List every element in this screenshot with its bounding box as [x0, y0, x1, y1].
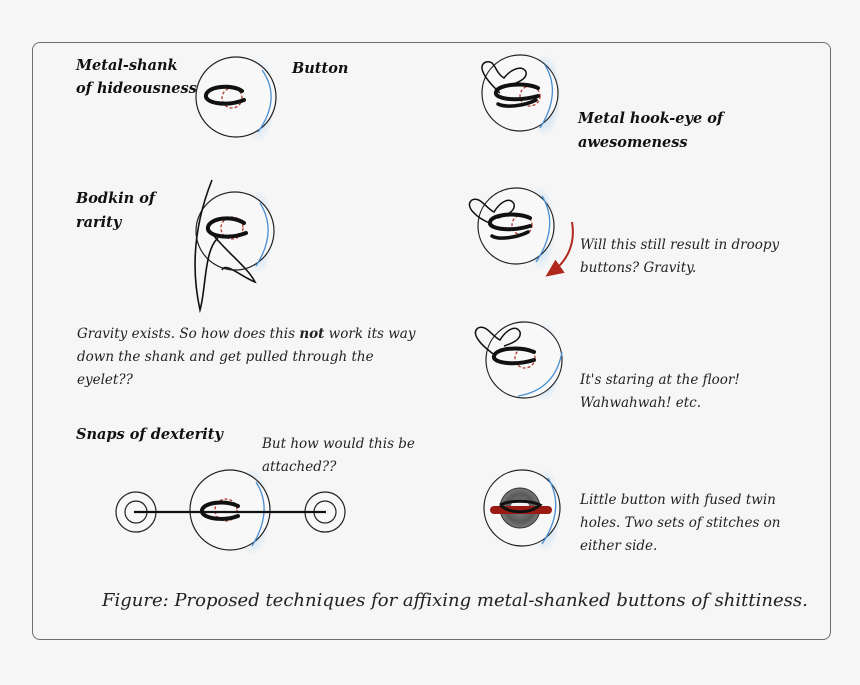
note-twin-line2: holes. Two sets of stitches on [580, 515, 781, 531]
note-twin-line1: Little button with fused twin [580, 492, 776, 508]
note-droopy-line2: buttons? Gravity. [580, 260, 697, 276]
note-gravity-bold: not [299, 326, 325, 342]
note-gravity-pre: Gravity exists. So how does this [77, 326, 300, 342]
button-droopy [469, 186, 572, 272]
label-bodkin-line1: Bodkin of [76, 190, 156, 207]
button-snaps [116, 468, 345, 556]
button-bodkin [195, 180, 274, 310]
label-hook-eye-line2: awesomeness [578, 134, 688, 151]
button-fused-twin [484, 468, 561, 552]
note-floor-line1: It's staring at the floor! [580, 372, 740, 388]
label-bodkin-line2: rarity [76, 214, 122, 231]
note-gravity-line2: down the shank and get pulled through the [77, 349, 374, 365]
note-gravity-post: work its way [324, 326, 416, 342]
label-snaps: Snaps of dexterity [76, 426, 223, 443]
note-twin-line3: either side. [580, 538, 658, 554]
note-floor-line2: Wahwahwah! etc. [580, 395, 702, 411]
button-metal-shank [196, 57, 276, 142]
button-hook-eye [482, 53, 561, 137]
label-button: Button [292, 60, 349, 77]
button-floor [475, 322, 562, 402]
label-hook-eye-line1: Metal hook-eye of [578, 110, 724, 127]
note-gravity-line1 [77, 323, 415, 346]
note-attach-line1: But how would this be [262, 436, 415, 452]
label-metal-shank-line1: Metal-shank [76, 57, 178, 74]
note-droopy-line1: Will this still result in droopy [580, 237, 780, 253]
note-gravity-line3: eyelet?? [77, 372, 133, 388]
figure-caption: Figure: Proposed techniques for affixing metal-shanked buttons of shittiness. [102, 590, 808, 611]
label-metal-shank-line2: of hideousness [76, 80, 197, 97]
note-attach-line2: attached?? [262, 459, 337, 475]
